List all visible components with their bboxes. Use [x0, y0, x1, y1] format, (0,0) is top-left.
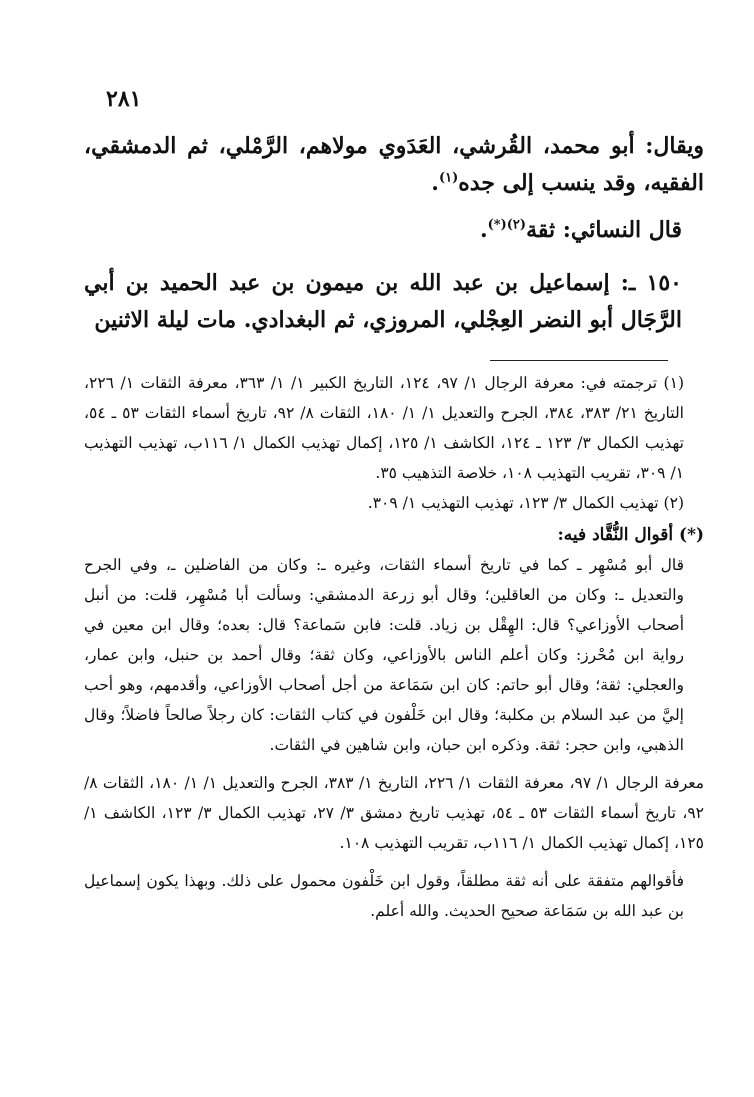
footnote-2: (٢) تهذيب الكمال ٣/ ١٢٣، تهذيب التهذيب ١/ ٣٠٩.	[367, 494, 684, 512]
critics-heading: (*) أقوال النُّقَّاد فيه:	[557, 525, 704, 545]
main-line-2-period: .	[479, 217, 488, 243]
page-number: ٢٨١	[106, 86, 142, 112]
footnotes	[84, 368, 704, 926]
entry-150: ١٥٠ ـ: إسماعيل بن عبد الله بن ميمون بن عبد الحميد بن أبي الرَّجَال أبو النضر العِجْلي، المروزي، ثم البغدادي. مات ليلة الاثنين	[84, 270, 682, 333]
footnote-ref-1[interactable]: (١)	[438, 170, 459, 186]
conclusion-text: فأقوالهم متفقة على أنه ثقة مطلقاً، وقول ابن خَلْفون محمول على ذلك. وبهذا يكون إسماعيل بن عبد الله بن سَمَاعة صحيح الحديث. والله أعلم.	[84, 872, 684, 920]
main-text	[84, 128, 704, 339]
footnote-1: (١) ترجمته في: معرفة الرجال ١/ ٩٧، ١٢٤، التاريخ الكبير ١/ ١/ ٣٦٣، معرفة الثقات ١/ ٢٢٦، التاريخ ٢١/ ٣٨٣، ٣٨٤، الجرح والتعديل ١/ ١/ ١٨٠، الثقات ٨/ ٩٢، تاريخ أسماء الثقات ٥٣ ـ ٥٤، تهذيب الكمال ٣/ ١٢٣ ـ ١٢٤، الكاشف ١/ ١٢٥، إكمال تهذيب الكمال ١/ ١١٦ب، تهذيب التهذيب ١/ ٣٠٩، تقريب التهذيب ١٠٨، خلاصة التذهيب ٣٥.	[84, 374, 684, 482]
sources-text: معرفة الرجال ١/ ٩٧، معرفة الثقات ١/ ٢٢٦، التاريخ ١/ ٣٨٣، الجرح والتعديل ١/ ١/ ١٨٠، الثقات ٨/ ٩٢، تاريخ أسماء الثقات ٥٣ ـ ٥٤، تهذيب تاريخ دمشق ٣/ ٢٧، تهذيب الكمال ٣/ ١٢٣، الكاشف ١/ ١٢٥، إكمال تهذيب الكمال ١/ ١١٦ب، تقريب التهذيب ١٠٨.	[84, 774, 705, 852]
footnote-separator	[490, 360, 668, 361]
critics-text: قال أبو مُسْهِر ـ كما في تاريخ أسماء الثقات، وغيره ـ: وكان من الفاضلين ـ، وفي الجرح والتعديل ـ: وكان من العاقلين؛ وقال أبو زرعة الدمشقي: وسألت أبا مُسْهِر، قلت: من أنبل أصحاب الأوزاعي؟ قال: الهِقْل بن زياد. قلت: فابن سَماعة؟ قال: بعده؛ وقال ابن معين في رواية ابن مُحْرز: وكان أعلم الناس بالأوزاعي، وكان ثقة؛ وقال أحمد بن حنبل، وابن عمار، والعجلي: ثقة؛ وقال أبو حاتم: كان ابن سَمَاعة من أجل أصحاب الأوزاعي، وأقدمهم، وهو أحب إليَّ من عبد السلام بن مكلبة؛ وقال ابن خَلْفون في كتاب الثقات: كان رجلاً صالحاً فاضلاً؛ وقال الذهبي، وابن حجر: ثقة. وذكره ابن حبان، وابن شاهين في الثقات.	[84, 556, 684, 754]
footnote-ref-2[interactable]: (٢)(*)	[487, 217, 527, 233]
main-paragraph-1	[84, 128, 704, 202]
main-paragraph-2	[84, 212, 704, 249]
main-line-1-period: .	[431, 170, 439, 196]
main-line-2-text: قال النسائي: ثقة	[526, 217, 682, 243]
main-line-1-text: ويقال: أبو محمد، القُرشي، العَدَوي مولاهم، الرَّمْلي، ثم الدمشقي، الفقيه، وقد ينسب إلى جده	[84, 133, 704, 196]
